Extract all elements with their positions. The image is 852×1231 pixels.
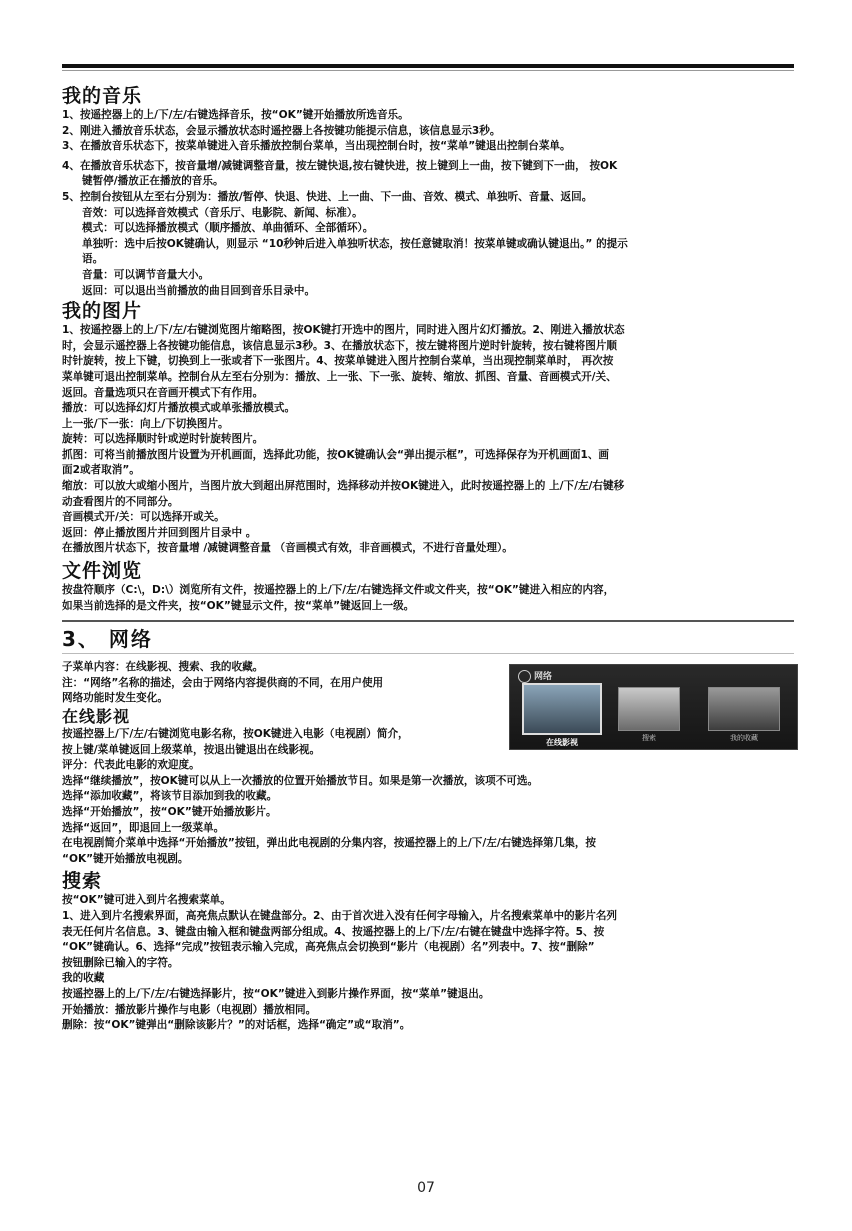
search-line: 表无任何片名信息。3、键盘由输入框和键盘两部分组成。4、按遥控器上的上/下/左/右键在键盘中选择字符。5、按 (62, 925, 605, 938)
tile-label: 我的收藏 (730, 734, 758, 743)
globe-icon (518, 670, 531, 683)
favorites-line: 开始播放：播放影片操作与电影（电视剧）播放相同。 (62, 1003, 317, 1016)
network-line: 子菜单内容：在线影视、搜索、我的收藏。 (62, 661, 264, 674)
pictures-line: 时，会显示遥控器上各按键功能信息，该信息显示3秒。3、在播放状态下，按左键将图片逆时针旋转，按右键将图片顺 (62, 339, 618, 352)
pictures-line: 旋转：可以选择顺时针或逆时针旋转图片。 (62, 433, 264, 446)
network-logo (518, 669, 552, 683)
pictures-line: 播放：可以选择幻灯片播放模式或单张播放模式。 (62, 402, 296, 415)
online-line: 选择“开始播放”，按“OK”键开始播放影片。 (62, 805, 277, 818)
files-line: 按盘符顺序（C:\，D:\）浏览所有文件，按遥控器上的上/下/左/右键选择文件或文件夹，按“OK”键进入相应的内容， (62, 584, 615, 597)
music-line: 键暂停/播放正在播放的音乐。 (82, 175, 224, 188)
network-heading: 3、 网络 (62, 627, 153, 652)
network-menu-screenshot (509, 664, 798, 750)
search-line: 按钮删除已输入的字符。 (62, 956, 179, 969)
online-line: “OK”键开始播放电视剧。 (62, 852, 189, 865)
tile-label: 搜索 (642, 734, 656, 743)
section-rule (62, 620, 794, 622)
pictures-line: 音画模式开/关：可以选择开或关。 (62, 511, 225, 524)
music-line: 3、在播放音乐状态下，按菜单键进入音乐播放控制台菜单，当出现控制台时，按“菜单”键退出控制台菜单。 (62, 140, 571, 153)
music-line: 音效：可以选择音效模式（音乐厅、电影院、新闻、标准）。 (82, 206, 363, 219)
online-line: 评分：代表此电影的欢迎度。 (62, 759, 200, 772)
content (62, 84, 797, 1034)
pictures-line: 上一张/下一张：向上/下切换图片。 (62, 417, 229, 430)
search-line: 1、进入到片名搜索界面，高亮焦点默认在键盘部分。2、由于首次进入没有任何字母输入，片名搜索菜单中的影片名列 (62, 909, 618, 922)
section-rule-thin (62, 653, 794, 654)
tile-label: 在线影视 (546, 738, 578, 748)
top-rule (62, 64, 794, 68)
network-logo-text: 网络 (534, 672, 553, 683)
tile-favorites (708, 687, 780, 743)
music-heading: 我的音乐 (62, 85, 143, 107)
network-line: 注：“网络”名称的描述，会由于网络内容提供商的不同，在用户使用 (62, 676, 384, 689)
top-rule-thin (62, 70, 794, 71)
pictures-line: 面2或者取消”。 (62, 464, 140, 477)
network-intro-text (62, 660, 507, 758)
files-heading: 文件浏览 (62, 560, 143, 583)
online-line: 按遥控器上/下/左/右键浏览电影名称，按OK键进入电影（电视剧）简介， (62, 728, 409, 740)
music-line: 音量：可以调节音量大小。 (82, 268, 210, 281)
online-line: 按上键/菜单键返回上级菜单，按退出键退出在线影视。 (62, 743, 321, 756)
music-line: 1、按遥控器上的上/下/左/右键选择音乐，按“OK”键开始播放所选音乐。 (62, 109, 409, 121)
pictures-line: 返回。音量选项只在音画开模式下有作用。 (62, 386, 264, 399)
pictures-line: 缩放：可以放大或缩小图片，当图片放大到超出屏范围时，选择移动并按OK键进入，此时按遥控器上的 上/下/左/右键移 (62, 480, 625, 493)
pictures-line: 时针旋转，按上下键，切换到上一张或者下一张图片。4、按菜单键进入图片控制台菜单，当出现控制菜单时， 再次按 (62, 355, 614, 368)
files-line: 如果当前选择的是文件夹，按“OK”键显示文件，按“菜单”键返回上一级。 (62, 599, 415, 612)
online-line: 选择“返回”，即退回上一级菜单。 (62, 821, 225, 834)
online-line: 选择“添加收藏”，将该节目添加到我的收藏。 (62, 790, 278, 803)
online-line: 选择“继续播放”，按OK键可以从上一次播放的位置开始播放节目。如果是第一次播放，该项不可选。 (62, 774, 539, 787)
favorites-line: 删除：按“OK”键弹出“删除该影片？”的对话框，选择“确定”或“取消”。 (62, 1019, 411, 1032)
music-line: 模式：可以选择播放模式（顺序播放、单曲循环、全部循环）。 (82, 222, 374, 235)
online-line: 在电视剧简介菜单中选择“开始播放”按钮，弹出此电视剧的分集内容，按遥控器上的上/下/左/右键选择第几集，按 (62, 837, 597, 850)
favorites-heading: 我的收藏 (62, 972, 105, 985)
network-intro (62, 660, 797, 758)
pictures-heading: 我的图片 (62, 300, 143, 323)
music-line: 2、刚进入播放音乐状态，会显示播放状态时遥控器上各按键功能提示信息，该信息显示3秒。 (62, 124, 501, 137)
page-number: 07 (417, 1180, 435, 1196)
pictures-line: 抓图：可将当前播放图片设置为开机画面，选择此功能，按OK键确认会“弹出提示框”，可选择保存为开机画面1、画 (62, 448, 610, 461)
music-line: 单独听：选中后按OK键确认，则显示 “10秒钟后进入单独听状态，按任意键取消！按菜单键或确认键退出。” 的提示 (82, 237, 628, 250)
pictures-line: 在播放图片状态下，按音量增 /减键调整音量 （音画模式有效，非音画模式，不进行音量处理）。 (62, 542, 513, 555)
music-line: 语。 (82, 253, 104, 266)
music-line: 4、在播放音乐状态下，按音量增/减键调整音量，按左键快退,按右键快进，按上键到上一曲，按下键到下一曲， 按OK (62, 159, 618, 172)
search-heading: 搜索 (62, 870, 103, 893)
pictures-line: 1、按遥控器上的上/下/左/右键浏览图片缩略图，按OK键打开选中的图片，同时进入图片幻灯播放。2、刚进入播放状态 (62, 324, 625, 337)
online-heading: 在线影视 (62, 707, 131, 726)
search-line: 按“OK”键可进入到片名搜索菜单。 (62, 894, 231, 907)
favorites-line: 按遥控器上的上/下/左/右键选择影片，按“OK”键进入到影片操作界面，按“菜单”键退出。 (62, 987, 490, 1000)
music-line: 5、控制台按钮从左至右分别为：播放/暂停、快退、快进、上一曲、下一曲、音效、模式、单独听、音量、返回。 (62, 190, 593, 203)
network-line: 网络功能时发生变化。 (62, 692, 168, 705)
pictures-line: 返回：停止播放图片并回到图片目录中 。 (62, 526, 257, 539)
tile-online-video (522, 683, 602, 748)
search-line: “OK”键确认。6、选择“完成”按钮表示输入完成，高亮焦点会切换到“影片（电视剧）名”列表中。7、按“删除” (62, 941, 595, 954)
pictures-line: 动查看图片的不同部分。 (62, 495, 179, 508)
pictures-line: 菜单键可退出控制菜单。控制台从左至右分别为：播放、上一张、下一张、旋转、缩放、抓图、音量、音画模式开/关、 (62, 370, 617, 383)
music-line: 返回：可以退出当前播放的曲目回到音乐目录中。 (82, 284, 316, 297)
tile-search (618, 687, 680, 743)
